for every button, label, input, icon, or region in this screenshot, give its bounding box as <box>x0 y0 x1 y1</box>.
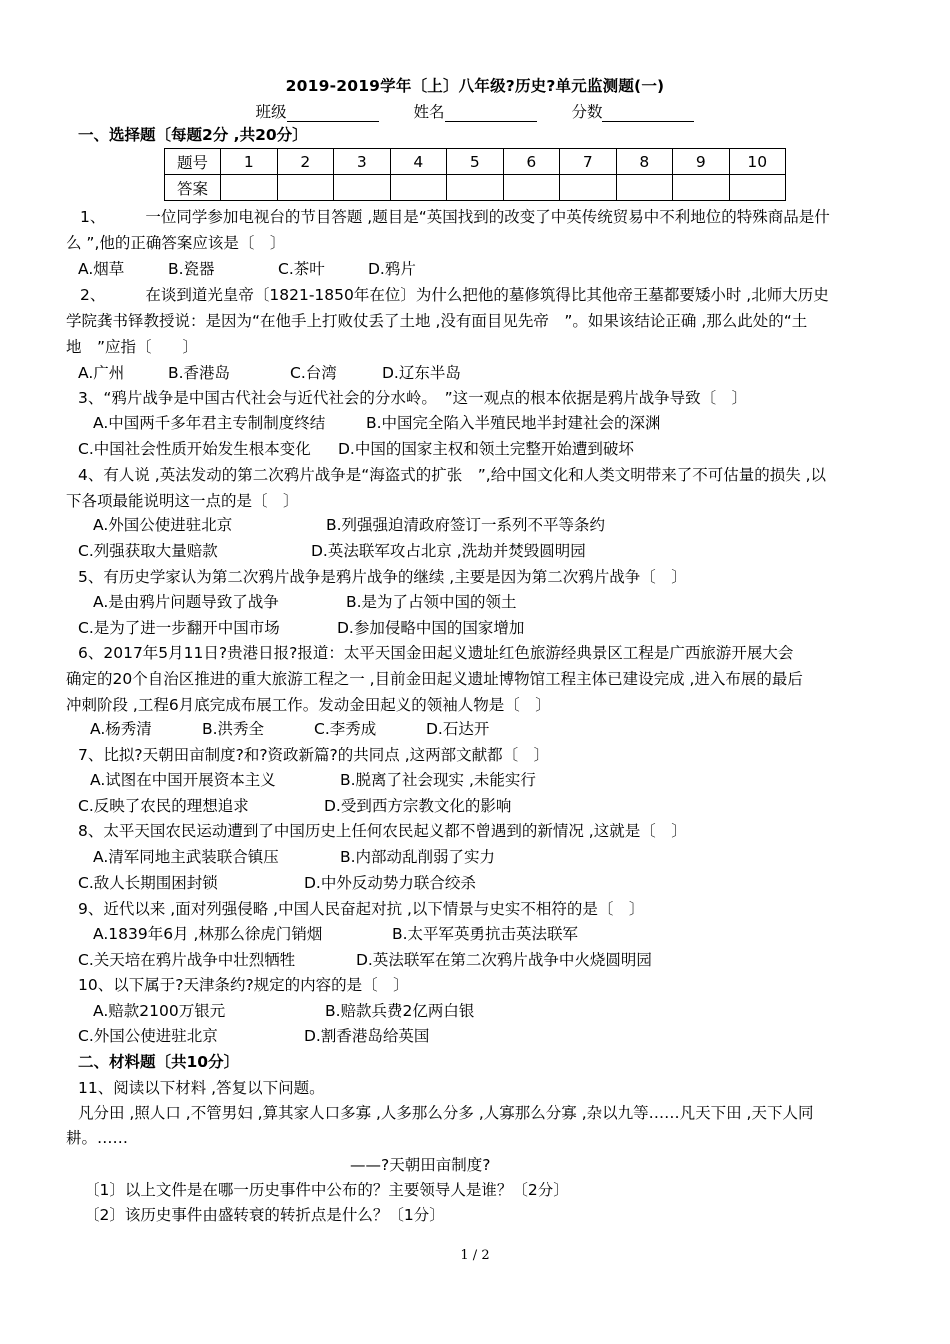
option-d[interactable]: D.辽东半岛 <box>382 364 461 382</box>
option-d[interactable]: D.英法联军攻占北京 ,洗劫并焚毁圆明园 <box>311 542 586 560</box>
question-9-options-ab <box>93 921 913 947</box>
question-6-line-2: 确定的20个自治区推进的重大旅游工程之一 ,目前金田起义遗址博物馆工程主体已建设完成 ,进入布展的最后 <box>66 670 803 688</box>
question-2-number: 2、 <box>80 286 106 304</box>
question-10-options-ab <box>93 998 913 1024</box>
number-cell: 6 <box>503 149 560 175</box>
question-1-options <box>78 256 898 282</box>
option-a[interactable]: A.清军同地主武装联合镇压 <box>93 848 279 866</box>
option-b[interactable]: B.瓷器 <box>168 260 215 278</box>
question-11-material-line-1: 凡分田 ,照人口 ,不管男妇 ,算其家人口多寡 ,人多那么分多 ,人寡那么分寡 ,杂以九等……凡天下田 ,天下人同 <box>78 1104 814 1122</box>
number-cell: 7 <box>560 149 617 175</box>
question-8-options-cd <box>78 870 898 896</box>
question-1-stem: 一位同学参加电视台的节目答题 ,题目是“英国找到的改变了中英传统贸易中不利地位的特殊商品是什 <box>145 208 830 226</box>
number-cell: 4 <box>390 149 447 175</box>
option-c[interactable]: C.李秀成 <box>314 720 377 738</box>
question-10-options-cd <box>78 1023 898 1049</box>
option-b[interactable]: B.内部动乱削弱了实力 <box>340 848 496 866</box>
option-b[interactable]: B.是为了占领中国的领土 <box>346 593 517 611</box>
question-11-sub-2: 〔2〕该历史事件由盛转衰的转折点是什么？〔1分〕 <box>84 1206 445 1224</box>
option-a[interactable]: A.广州 <box>78 364 125 382</box>
name-blank[interactable] <box>445 103 537 122</box>
number-cell: 2 <box>277 149 334 175</box>
question-2-line-1 <box>80 282 900 308</box>
answer-cell[interactable] <box>390 175 447 201</box>
option-c[interactable]: C.茶叶 <box>278 260 325 278</box>
answer-cell[interactable] <box>447 175 504 201</box>
option-d[interactable]: D.英法联军在第二次鸦片战争中火烧圆明园 <box>356 951 652 969</box>
option-c[interactable]: C.列强获取大量赔款 <box>78 542 218 560</box>
question-5-options-cd <box>78 615 898 641</box>
option-b[interactable]: B.中国完全陷入半殖民地半封建社会的深渊 <box>366 414 661 432</box>
option-a[interactable]: A.赔款2100万银元 <box>93 1002 226 1020</box>
question-9-options-cd <box>78 947 898 973</box>
option-d[interactable]: D.割香港岛给英国 <box>304 1027 430 1045</box>
option-d[interactable]: D.参加侵略中国的国家增加 <box>337 619 525 637</box>
question-1-line-2: 么 ”,他的正确答案应该是〔 〕 <box>66 234 286 252</box>
question-10-stem: 10、以下属于?天津条约?规定的内容的是〔 〕 <box>78 976 409 994</box>
question-7-options-cd <box>78 793 898 819</box>
answer-table-answer-row <box>165 175 786 201</box>
option-d[interactable]: D.中国的国家主权和领土完整开始遭到破坏 <box>338 440 634 458</box>
question-4-options-cd <box>78 538 898 564</box>
question-4-options-ab <box>93 512 913 538</box>
number-cell: 1 <box>221 149 278 175</box>
answer-cell[interactable] <box>616 175 673 201</box>
question-4-line-1: 4、有人说 ,英法发动的第二次鸦片战争是“海盗式的扩张 ”,给中国文化和人类文明带来了不可估量的损失 ,以 <box>78 466 827 484</box>
question-3-options-ab <box>93 410 913 436</box>
number-cell: 8 <box>616 149 673 175</box>
question-8-options-ab <box>93 844 913 870</box>
question-7-options-ab <box>90 767 910 793</box>
number-cell: 9 <box>673 149 730 175</box>
answer-table <box>164 148 786 201</box>
answer-table-number-row <box>165 149 786 175</box>
question-9-stem: 9、近代以来 ,面对列强侵略 ,中国人民奋起对抗 ,以下情景与史实不相符的是〔 〕 <box>78 900 645 918</box>
option-a[interactable]: A.外国公使进驻北京 <box>93 516 233 534</box>
row-label-number: 题号 <box>165 149 221 175</box>
option-d[interactable]: D.受到西方宗教文化的影响 <box>324 797 512 815</box>
question-1-line-1 <box>80 204 900 230</box>
number-cell: 3 <box>334 149 391 175</box>
question-11-material-line-2: 耕。…… <box>66 1129 129 1147</box>
answer-cell[interactable] <box>729 175 786 201</box>
option-c[interactable]: C.外国公使进驻北京 <box>78 1027 218 1045</box>
question-6-line-1: 6、2017年5月11日?贵港日报?报道：太平天国金田起义遗址红色旅游经典景区工程是广西旅游开展大会 <box>78 644 794 662</box>
section-1-heading: 一、选择题〔每题2分 ,共20分〕 <box>78 126 308 144</box>
question-2-line-3: 地 ”应指〔 〕 <box>66 338 199 356</box>
option-c[interactable]: C.敌人长期围困封锁 <box>78 874 218 892</box>
question-2-stem: 在谈到道光皇帝〔1821-1850年在位〕为什么把他的墓修筑得比其他帝王墓都要矮小时 ,北师大历史 <box>145 286 829 304</box>
name-label: 姓名 <box>413 103 445 121</box>
question-2-line-2: 学院龚书铎教授说：是因为“在他手上打败仗丢了土地 ,没有面目见先帝 ”。如果该结论正确 ,那么此处的“土 <box>66 312 808 330</box>
section-2-heading: 二、材料题〔共10分〕 <box>78 1053 240 1071</box>
score-blank[interactable] <box>602 103 694 122</box>
material-source: ——?天朝田亩制度? <box>350 1156 491 1174</box>
option-d[interactable]: D.中外反动势力联合绞杀 <box>304 874 476 892</box>
question-6-line-3: 冲刺阶段 ,工程6月底完成布展工作。发动金田起义的领袖人物是〔 〕 <box>66 696 551 714</box>
option-c[interactable]: C.反映了农民的理想追求 <box>78 797 249 815</box>
option-a[interactable]: A.杨秀清 <box>90 720 152 738</box>
question-1-number: 1、 <box>80 208 106 226</box>
option-d[interactable]: D.鸦片 <box>368 260 416 278</box>
question-3-options-cd <box>78 436 898 462</box>
page-title: 2019-2019学年〔上〕八年级?历史?单元监测题(一) <box>285 77 665 95</box>
question-5-stem: 5、有历史学家认为第二次鸦片战争是鸦片战争的继续 ,主要是因为第二次鸦片战争〔 〕 <box>78 568 687 586</box>
option-a[interactable]: A.是由鸦片问题导致了战争 <box>93 593 279 611</box>
answer-cell[interactable] <box>277 175 334 201</box>
student-info-row <box>0 100 950 122</box>
question-11-sub-1: 〔1〕以上文件是在哪一历史事件中公布的？主要领导人是谁？〔2分〕 <box>84 1181 569 1199</box>
page-number: 1 / 2 <box>460 1248 490 1263</box>
option-b[interactable]: B.赔款兵费2亿两白银 <box>325 1002 475 1020</box>
answer-cell[interactable] <box>221 175 278 201</box>
number-cell: 10 <box>729 149 786 175</box>
question-7-stem: 7、比拟?天朝田亩制度?和?资政新篇?的共同点 ,这两部文献都〔 〕 <box>78 746 550 764</box>
question-5-options-ab <box>93 589 913 615</box>
answer-cell[interactable] <box>673 175 730 201</box>
option-b[interactable]: B.列强强迫清政府签订一系列不平等条约 <box>326 516 606 534</box>
question-11-stem: 11、阅读以下材料 ,答复以下问题。 <box>78 1079 325 1097</box>
option-c[interactable]: C.关天培在鸦片战争中壮烈牺牲 <box>78 951 296 969</box>
class-label: 班级 <box>255 103 287 121</box>
question-4-line-2: 下各项最能说明这一点的是〔 〕 <box>66 492 299 510</box>
question-2-options <box>78 360 898 386</box>
answer-cell[interactable] <box>560 175 617 201</box>
option-b[interactable]: B.洪秀全 <box>202 720 265 738</box>
answer-cell[interactable] <box>503 175 560 201</box>
row-label-answer: 答案 <box>165 175 221 201</box>
question-8-stem: 8、太平天国农民运动遭到了中国历史上任何农民起义都不曾遇到的新情况 ,这就是〔 〕 <box>78 822 687 840</box>
question-6-options <box>90 716 910 742</box>
option-b[interactable]: B.太平军英勇抗击英法联军 <box>392 925 579 943</box>
score-label: 分数 <box>571 103 603 121</box>
option-c[interactable]: C.中国社会性质开始发生根本变化 <box>78 440 311 458</box>
option-c[interactable]: C.台湾 <box>290 364 337 382</box>
option-b[interactable]: B.香港岛 <box>168 364 231 382</box>
option-a[interactable]: A.试图在中国开展资本主义 <box>90 771 276 789</box>
option-b[interactable]: B.脱离了社会现实 ,未能实行 <box>340 771 536 789</box>
option-a[interactable]: A.烟草 <box>78 260 125 278</box>
question-3-stem: 3、“鸦片战争是中国古代社会与近代社会的分水岭。 ”这一观点的根本依据是鸦片战争导致〔 〕 <box>78 389 748 407</box>
class-blank[interactable] <box>287 103 379 122</box>
option-a[interactable]: A.1839年6月 ,林那么徐虎门销烟 <box>93 925 323 943</box>
option-d[interactable]: D.石达开 <box>426 720 490 738</box>
answer-cell[interactable] <box>334 175 391 201</box>
number-cell: 5 <box>447 149 504 175</box>
option-c[interactable]: C.是为了进一步翻开中国市场 <box>78 619 280 637</box>
option-a[interactable]: A.中国两千多年君主专制制度终结 <box>93 414 326 432</box>
